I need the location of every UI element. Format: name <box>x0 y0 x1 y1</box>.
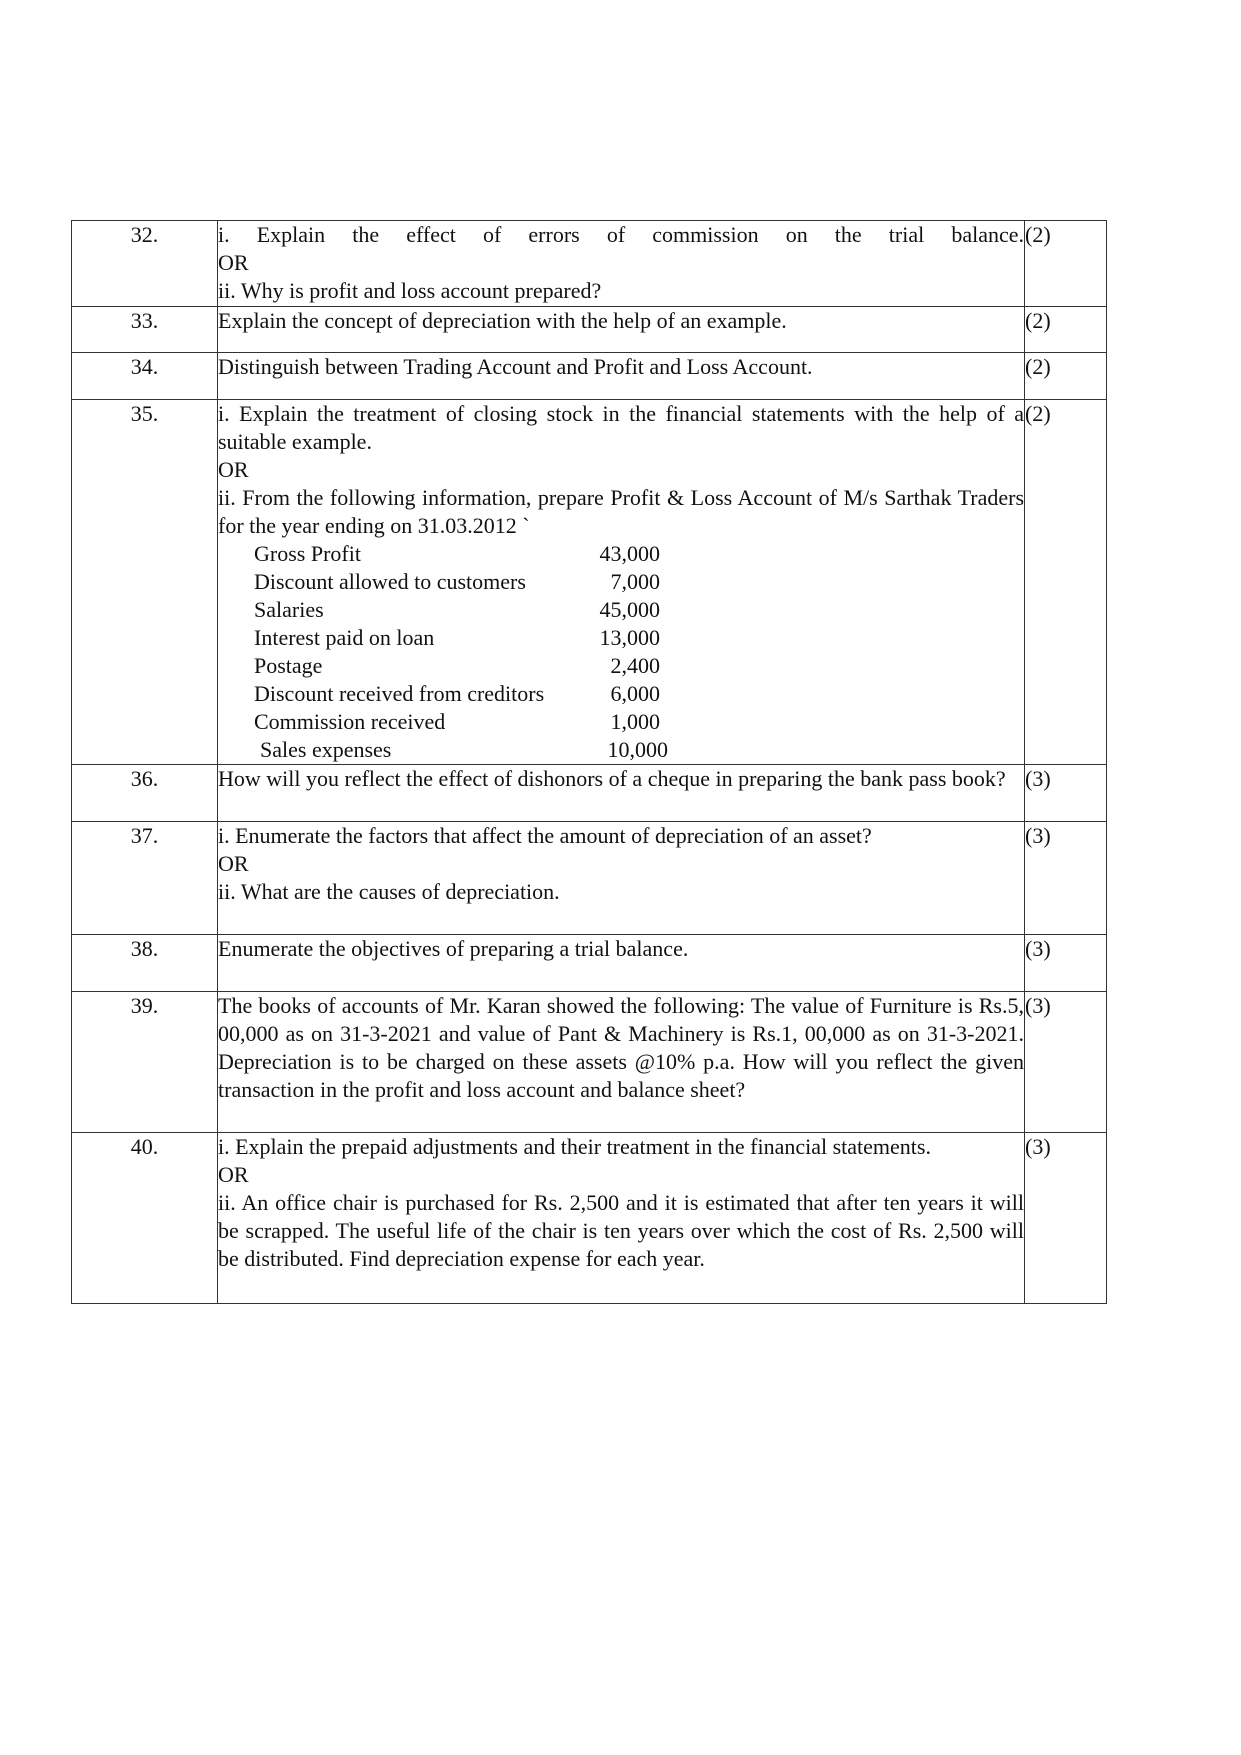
question-number: 40. <box>72 1133 218 1304</box>
account-item-value: 2,400 <box>610 653 660 678</box>
question-row-39 <box>72 992 1107 1133</box>
question-marks: (2) <box>1025 307 1107 353</box>
or-label: OR <box>218 1162 249 1187</box>
question-text <box>218 935 1025 992</box>
question-number: 33. <box>72 307 218 353</box>
question-row-32 <box>72 221 1107 307</box>
account-item-value: 10,000 <box>607 737 668 762</box>
account-item <box>254 568 1024 596</box>
question-number: 32. <box>72 221 218 307</box>
question-line: ii. Why is profit and loss account prepared? <box>218 278 602 303</box>
questions-table <box>71 220 1107 1304</box>
question-marks: (3) <box>1025 765 1107 822</box>
question-text <box>218 765 1025 822</box>
account-items-list <box>254 540 1024 764</box>
question-line: i. Explain the effect of errors of commission on the trial balance. <box>218 222 1024 247</box>
or-label: OR <box>218 250 249 275</box>
account-item-name: Discount allowed to customers <box>254 569 526 594</box>
account-item-value: 1,000 <box>610 709 660 734</box>
question-row-36 <box>72 765 1107 822</box>
question-number: 39. <box>72 992 218 1133</box>
question-part-1: i. Explain the prepaid adjustments and their treatment in the financial statements. <box>218 1134 931 1159</box>
question-text <box>218 353 1025 400</box>
question-line: ii. What are the causes of depreciation. <box>218 879 560 904</box>
question-marks: (3) <box>1025 992 1107 1133</box>
account-item-value: 6,000 <box>610 681 660 706</box>
account-item-name: Postage <box>254 653 323 678</box>
question-text <box>218 307 1025 353</box>
question-marks: (2) <box>1025 400 1107 765</box>
question-line: i. Enumerate the factors that affect the amount of depreciation of an asset? <box>218 823 872 848</box>
question-marks: (2) <box>1025 221 1107 307</box>
question-number: 34. <box>72 353 218 400</box>
question-row-34 <box>72 353 1107 400</box>
account-item-value: 13,000 <box>599 625 660 650</box>
account-item-value: 7,000 <box>610 569 660 594</box>
question-line: How will you reflect the effect of dishonors of a cheque in preparing the bank pass book? <box>218 766 1006 791</box>
account-item <box>254 596 1024 624</box>
question-number: 36. <box>72 765 218 822</box>
question-row-37 <box>72 822 1107 935</box>
account-item <box>254 736 1024 764</box>
account-item <box>254 540 1024 568</box>
question-part-1: i. Explain the treatment of closing stock in the financial statements with the help of a suitable example. <box>218 401 1024 454</box>
question-number: 37. <box>72 822 218 935</box>
question-line: Enumerate the objectives of preparing a trial balance. <box>218 936 689 961</box>
question-marks: (3) <box>1025 1133 1107 1304</box>
account-item-name: Commission received <box>254 709 446 734</box>
question-line: Distinguish between Trading Account and Profit and Loss Account. <box>218 354 813 379</box>
account-item-name: Sales expenses <box>260 737 392 762</box>
question-row-38 <box>72 935 1107 992</box>
question-text <box>218 1133 1025 1304</box>
account-item-value: 43,000 <box>599 541 660 566</box>
account-item-value: 45,000 <box>599 597 660 622</box>
question-sheet <box>71 220 1107 1304</box>
or-label: OR <box>218 851 249 876</box>
question-number: 35. <box>72 400 218 765</box>
account-item <box>254 680 1024 708</box>
question-row-33 <box>72 307 1107 353</box>
question-text <box>218 992 1025 1133</box>
question-line: Explain the concept of depreciation with the help of an example. <box>218 308 787 333</box>
account-item-name: Salaries <box>254 597 324 622</box>
question-number: 38. <box>72 935 218 992</box>
question-row-35 <box>72 400 1107 765</box>
account-item <box>254 708 1024 736</box>
question-text <box>218 221 1025 307</box>
account-item <box>254 624 1024 652</box>
question-text <box>218 822 1025 935</box>
account-item-name: Interest paid on loan <box>254 625 435 650</box>
question-marks: (3) <box>1025 822 1107 935</box>
question-row-40 <box>72 1133 1107 1304</box>
question-marks: (3) <box>1025 935 1107 992</box>
question-text <box>218 400 1025 765</box>
question-part-2: ii. From the following information, prepare Profit & Loss Account of M/s Sarthak Traders for the year ending on 31.03.2012 ` <box>218 485 1024 538</box>
question-marks: (2) <box>1025 353 1107 400</box>
or-label: OR <box>218 457 249 482</box>
question-part-2: ii. An office chair is purchased for Rs. 2,500 and it is estimated that after ten years it will be scrapped. The useful life of the chair is ten years over which the cost of Rs. 2,500 will be distributed. Find depreciation expense for each year. <box>218 1190 1024 1271</box>
account-item <box>254 652 1024 680</box>
account-item-name: Discount received from creditors <box>254 681 545 706</box>
question-line: The books of accounts of Mr. Karan showed the following: The value of Furniture is Rs.5, 00,000 as on 31-3-2021 and value of Pant & Machinery is Rs.1, 00,000 as on 31-3-2021. Depreciation is to be charged on these assets @10% p.a. How will you reflect the given transaction in the profit and loss account and balance sheet? <box>218 993 1024 1102</box>
account-item-name: Gross Profit <box>254 541 361 566</box>
